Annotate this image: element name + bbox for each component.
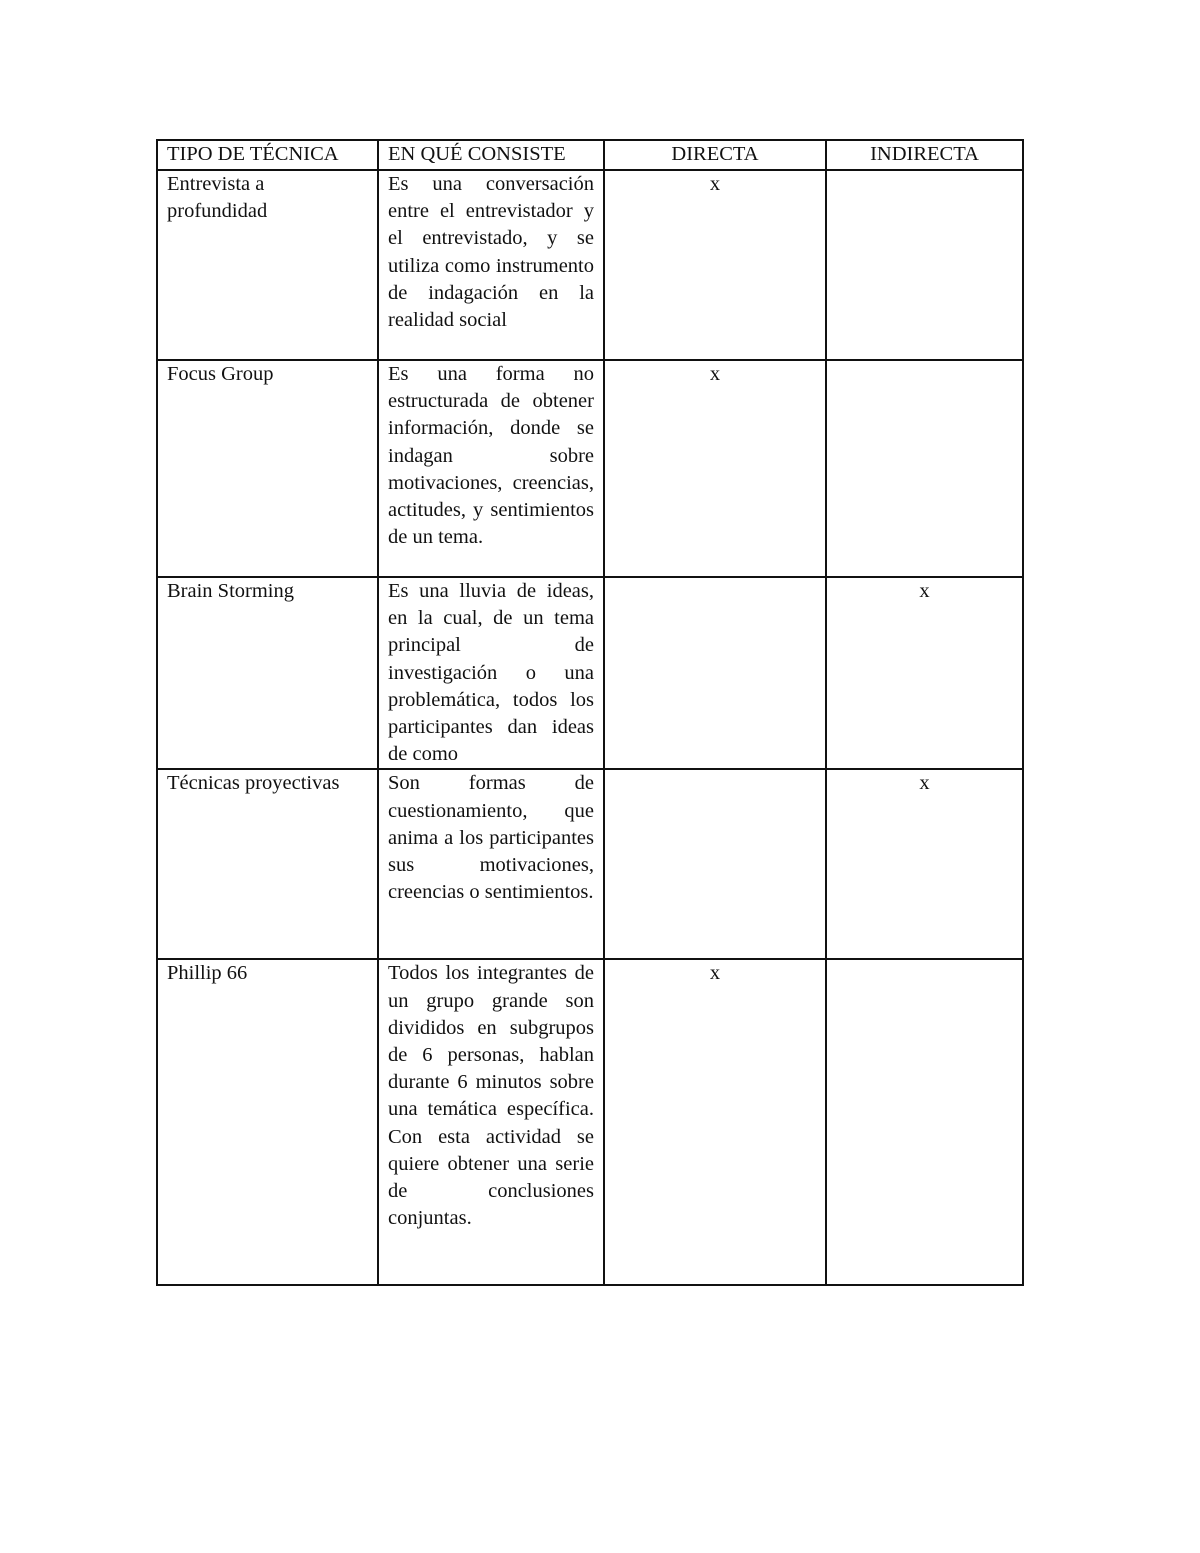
cell-directa: x — [604, 170, 826, 360]
table-row — [157, 959, 1023, 1285]
cell-tipo: Phillip 66 — [157, 959, 378, 1285]
techniques-table — [156, 139, 1024, 1286]
header-directa: DIRECTA — [604, 140, 826, 170]
table-row — [157, 360, 1023, 577]
cell-indirecta: x — [826, 577, 1023, 769]
cell-indirecta — [826, 360, 1023, 577]
cell-consiste: Es una conversación entre el entrevistador y el entrevistado, y se utiliza como instrumento de indagación en la realidad social — [378, 170, 604, 360]
cell-consiste: Son formas de cuestionamiento, que anima a los participantes sus motivaciones, creencias o sentimientos. — [378, 769, 604, 959]
cell-consiste: Todos los integrantes de un grupo grande son divididos en subgrupos de 6 personas, hablan durante 6 minutos sobre una temática específica. Con esta actividad se quiere obtener una serie de conclusiones conjuntas. — [378, 959, 604, 1285]
header-row — [157, 140, 1023, 170]
cell-tipo: Focus Group — [157, 360, 378, 577]
cell-tipo: Entrevista a profundidad — [157, 170, 378, 360]
cell-indirecta — [826, 170, 1023, 360]
table-row — [157, 577, 1023, 769]
header-indirecta: INDIRECTA — [826, 140, 1023, 170]
cell-directa: x — [604, 959, 826, 1285]
cell-directa: x — [604, 360, 826, 577]
cell-tipo: Técnicas proyectivas — [157, 769, 378, 959]
cell-directa — [604, 577, 826, 769]
header-tipo-de-tecnica: TIPO DE TÉCNICA — [157, 140, 378, 170]
cell-consiste: Es una lluvia de ideas, en la cual, de un tema principal de investigación o una problemática, todos los participantes dan ideas de como — [378, 577, 604, 769]
cell-tipo: Brain Storming — [157, 577, 378, 769]
header-en-que-consiste: EN QUÉ CONSISTE — [378, 140, 604, 170]
cell-directa — [604, 769, 826, 959]
cell-consiste: Es una forma no estructurada de obtener información, donde se indagan sobre motivaciones, creencias, actitudes, y sentimientos de un tema. — [378, 360, 604, 577]
cell-indirecta — [826, 959, 1023, 1285]
cell-indirecta: x — [826, 769, 1023, 959]
table-row — [157, 769, 1023, 959]
table-row — [157, 170, 1023, 360]
